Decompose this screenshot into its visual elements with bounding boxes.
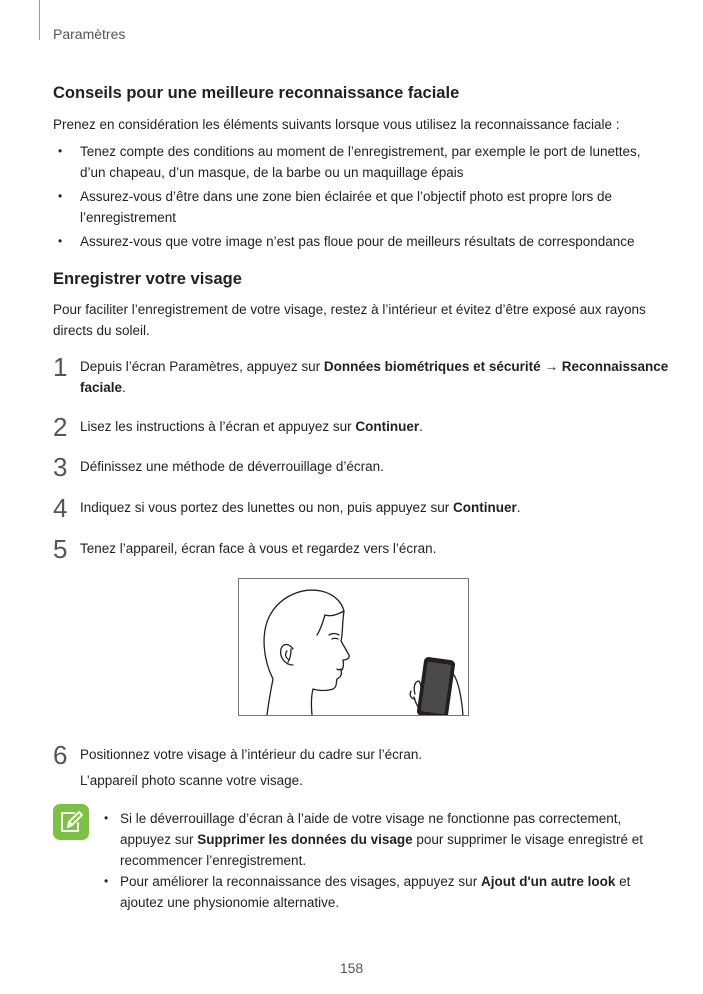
step-1-line2: faciale. — [80, 380, 126, 395]
bullet-marker: • — [58, 189, 63, 203]
step-number: 2 — [53, 412, 68, 442]
add-alternative-look-label: Ajout d'un autre look — [480, 874, 616, 889]
note-item-1-line1: Si le déverrouillage d’écran à l’aide de votre visage ne fonctionne pas correctement, — [120, 811, 622, 826]
menu-path-face-recognition: Reconnaissance — [561, 359, 669, 374]
delete-face-data-label: Supprimer les données du visage — [197, 832, 413, 847]
tips-intro: Prenez en considération les éléments suivants lorsque vous utilisez la reconnaissance faciale : — [53, 117, 620, 132]
page-number: 158 — [339, 960, 364, 976]
tips-item-1-line1: Tenez compte des conditions au moment de l’enregistrement, par exemple le port de lunettes, — [80, 144, 641, 159]
step-number: 6 — [53, 740, 68, 770]
bullet-marker: • — [104, 811, 109, 825]
bullet-marker: • — [58, 144, 63, 158]
pencil-note-icon — [53, 804, 89, 840]
note-item-1-line2: appuyez sur Supprimer les données du visage pour supprimer le visage enregistré et — [120, 832, 643, 847]
bullet-marker: • — [58, 234, 63, 248]
step-number: 4 — [53, 493, 68, 523]
tips-item-3-line1: Assurez-vous que votre image n’est pas floue pour de meilleurs résultats de correspondance — [80, 234, 635, 249]
step-2-text: Lisez les instructions à l’écran et appuyez sur Continuer. — [80, 419, 423, 434]
continue-label: Continuer — [355, 419, 420, 434]
bullet-marker: • — [104, 874, 109, 888]
note-item-2-line1: Pour améliorer la reconnaissance des visages, appuyez sur Ajout d'un autre look et — [120, 874, 631, 889]
step-number: 5 — [53, 534, 68, 564]
continue-label: Continuer — [452, 500, 517, 515]
step-6-text: Positionnez votre visage à l’intérieur du cadre sur l’écran. — [80, 747, 423, 762]
register-heading: Enregistrer votre visage — [53, 270, 242, 288]
step-5-text: Tenez l’appareil, écran face à vous et regardez vers l’écran. — [80, 541, 437, 556]
menu-path-biometrics: Données biométriques et sécurité — [323, 359, 541, 374]
tips-item-2-line1: Assurez-vous d’être dans une zone bien éclairée et que l’objectif photo est propre lors de — [80, 189, 613, 204]
tips-item-1-line2: d’un chapeau, d’un masque, de la barbe ou un maquillage épais — [80, 165, 464, 180]
step-4-text: Indiquez si vous portez des lunettes ou non, puis appuyez sur Continuer. — [80, 500, 521, 515]
tips-heading: Conseils pour une meilleure reconnaissance faciale — [53, 84, 460, 102]
step-1-line1: Depuis l’écran Paramètres, appuyez sur Données biométriques et sécurité → Reconnaissance — [80, 359, 669, 374]
note-item-1-line3: recommencer l’enregistrement. — [120, 853, 307, 868]
person-holding-phone-icon — [239, 579, 468, 715]
note-item-2-line2: ajoutez une physionomie alternative. — [120, 895, 340, 910]
note-icon — [53, 804, 89, 840]
face-scan-illustration — [238, 578, 469, 716]
register-intro-line1: Pour faciliter l’enregistrement de votre visage, restez à l’intérieur et évitez d’être exposé aux rayons — [53, 302, 646, 317]
step-3-text: Définissez une méthode de déverrouillage d’écran. — [80, 459, 384, 474]
step-6-subtext: L’appareil photo scanne votre visage. — [80, 773, 303, 788]
tips-item-2-line2: l’enregistrement — [80, 210, 177, 225]
step-number: 3 — [53, 452, 68, 482]
header-rule — [39, 0, 40, 40]
register-intro-line2: directs du soleil. — [53, 323, 150, 338]
running-header: Paramètres — [53, 26, 126, 42]
step-number: 1 — [53, 352, 68, 382]
